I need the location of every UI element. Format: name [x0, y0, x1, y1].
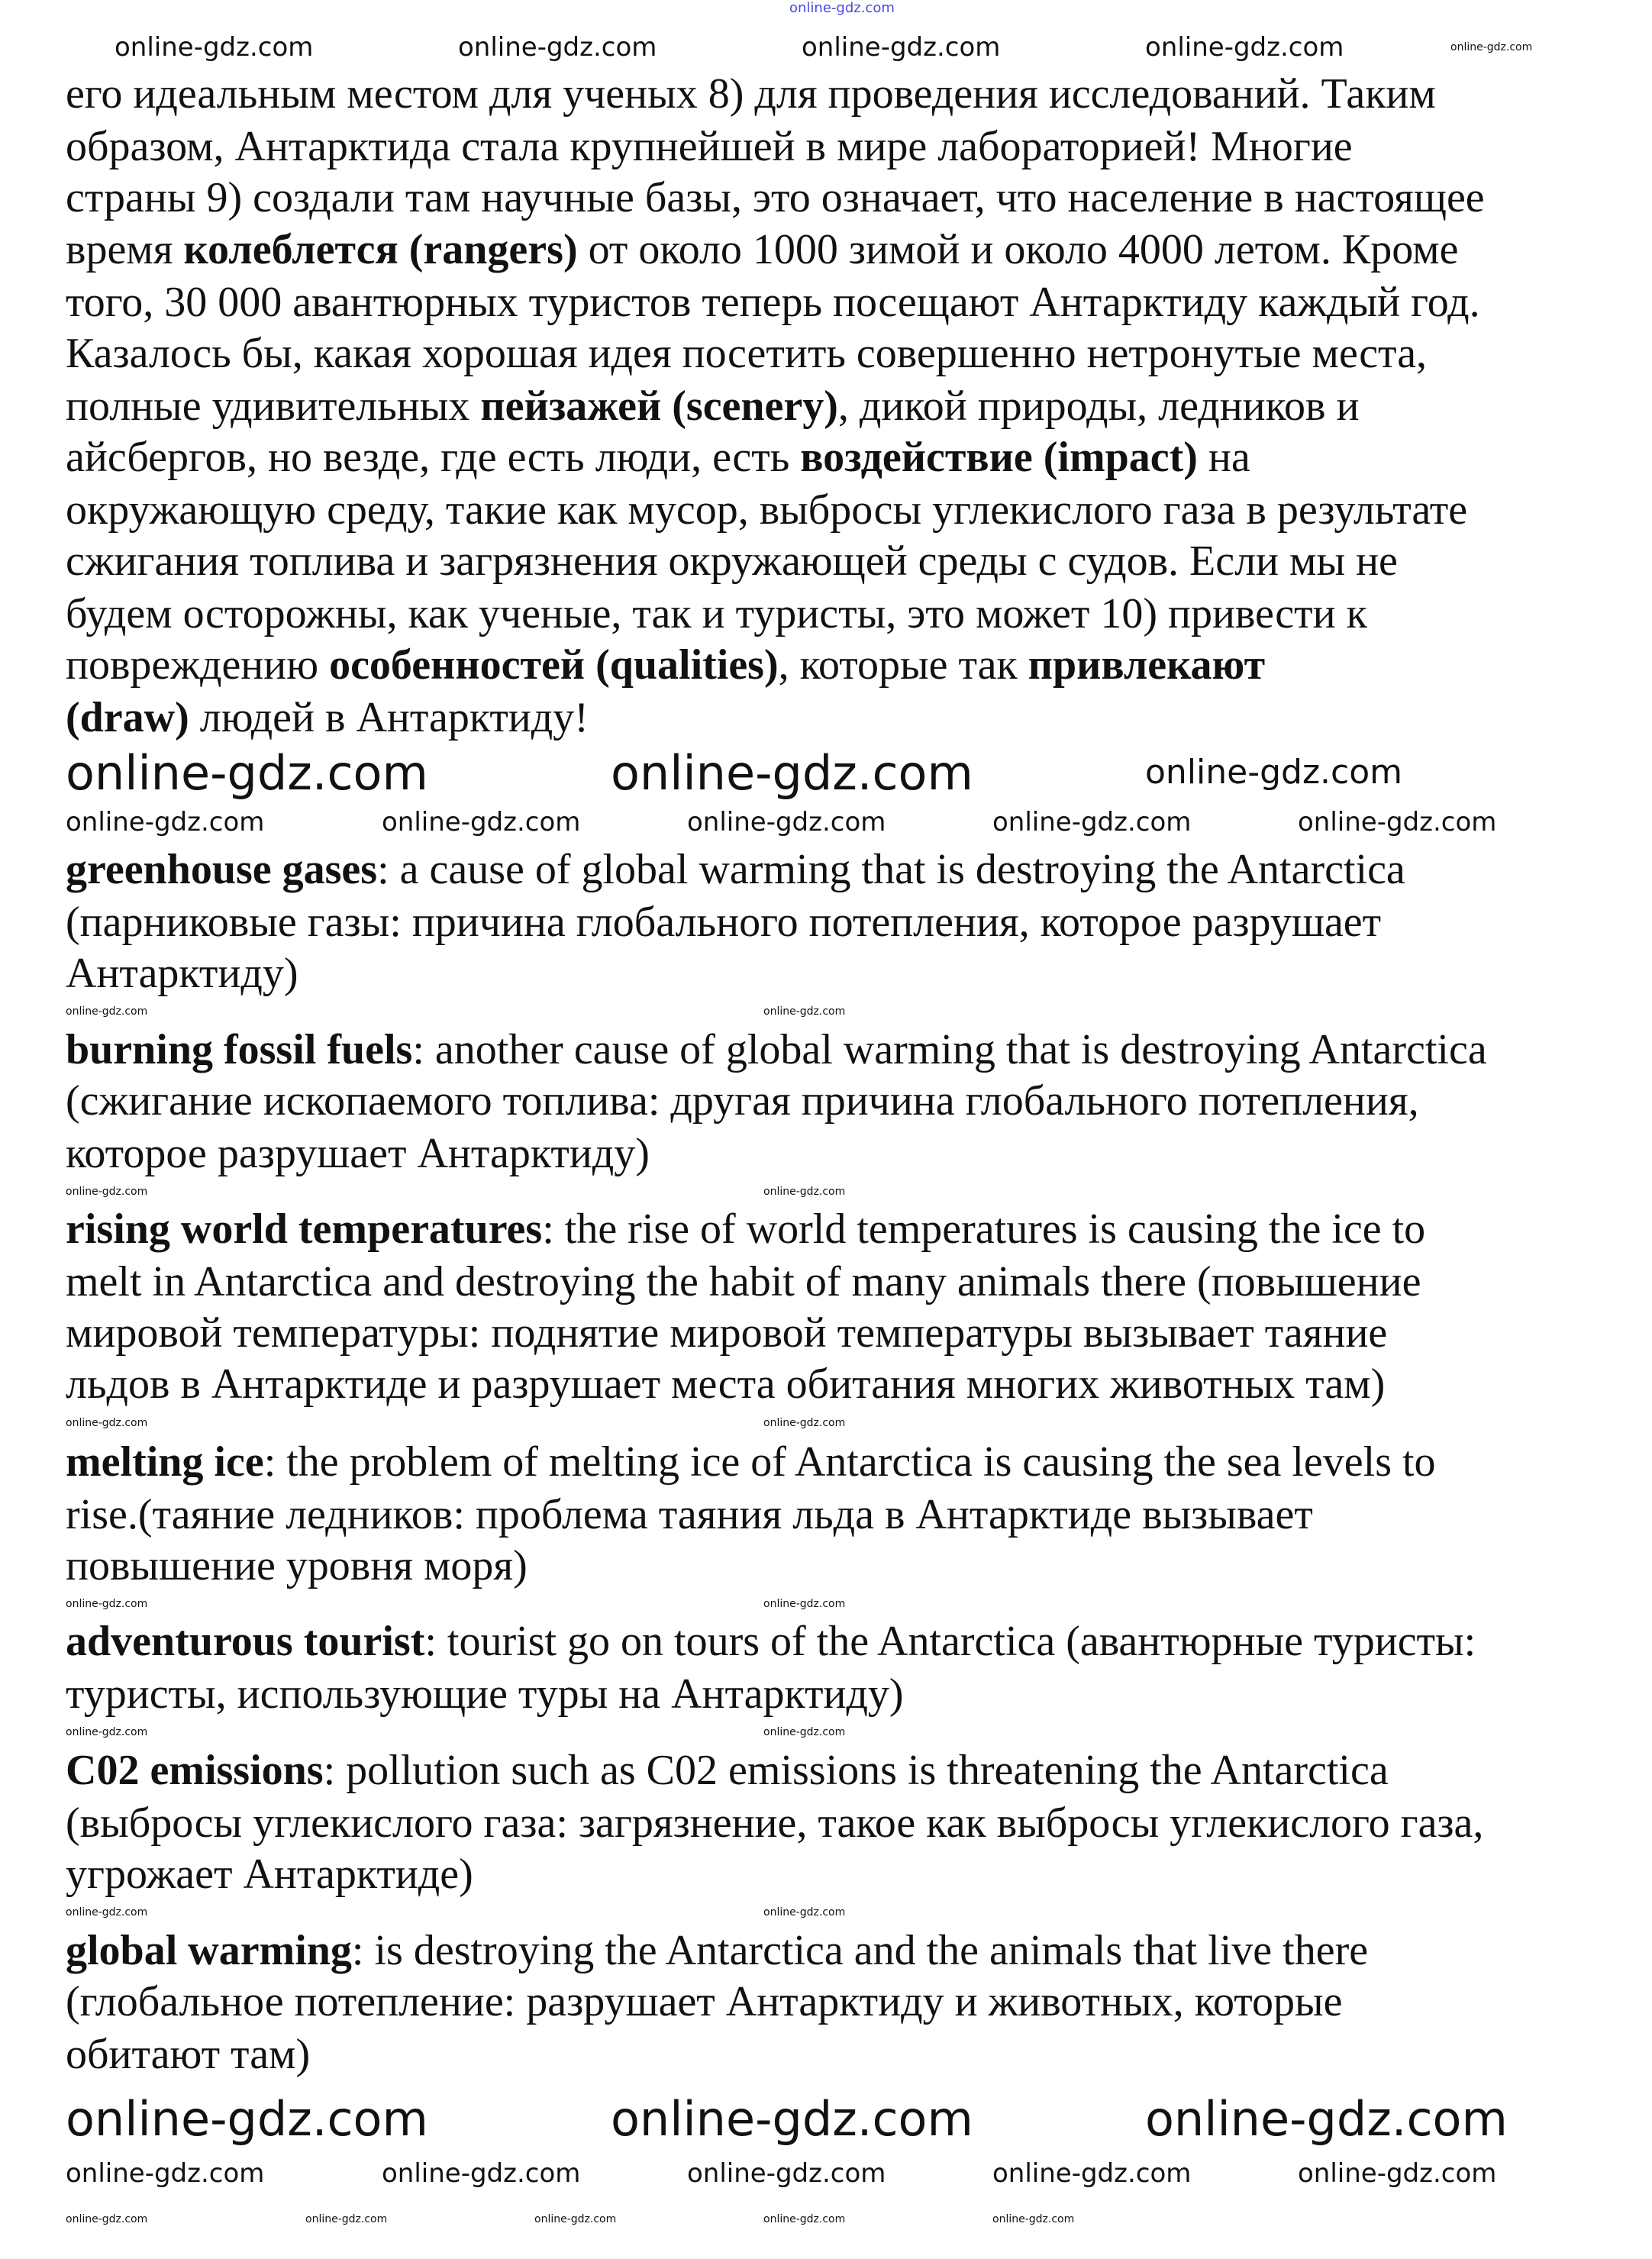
paragraph-line — [66, 641, 1265, 689]
text-segment: на — [1197, 434, 1250, 481]
text-segment: (глобальное потепление: разрушает Антарктиду и животных, которые — [66, 1978, 1343, 2025]
text-segment: того, 30 000 авантюрных туристов теперь посещают Антарктиду каждый год. — [66, 279, 1480, 326]
glossary-line — [66, 1746, 1389, 1795]
paragraph-line — [66, 433, 1250, 482]
text-segment: повреждению — [66, 641, 330, 689]
text-segment: туристы, использующие туры на Антарктиду) — [66, 1670, 904, 1718]
text-segment: повышение уровня моря) — [66, 1542, 528, 1589]
glossary-line — [66, 1541, 528, 1590]
bold-term: greenhouse gases — [66, 846, 378, 893]
text-segment: : another cause of global warming that is destroying Antarctica — [412, 1026, 1487, 1073]
text-segment: полные удивительных — [66, 382, 481, 430]
text-segment: (парниковые газы: причина глобального потепления, которое разрушает — [66, 899, 1382, 946]
watermark-text: online-gdz.com — [305, 2213, 388, 2225]
watermark-text: online-gdz.com — [763, 1186, 846, 1198]
text-segment: угрожает Антарктиде) — [66, 1851, 473, 1898]
glossary-line — [66, 1205, 1425, 1254]
bold-term: global warming — [66, 1927, 352, 1974]
watermark-text: online-gdz.com — [66, 745, 428, 801]
watermark-text: online-gdz.com — [534, 2213, 617, 2225]
watermark-text: online-gdz.com — [458, 32, 657, 63]
text-segment: melt in Antarctica and destroying the habit of many animals there (повышение — [66, 1258, 1421, 1305]
text-segment: (сжигание ископаемого топлива: другая причина глобального потепления, — [66, 1077, 1419, 1125]
bold-term: melting ice — [66, 1438, 264, 1486]
watermark-text: online-gdz.com — [763, 2213, 846, 2225]
bold-term: особенностей (qualities) — [329, 641, 779, 689]
bold-term: C02 emissions — [66, 1747, 324, 1794]
watermark-text: online-gdz.com — [66, 1005, 148, 1018]
watermark-text: online-gdz.com — [763, 1417, 846, 1429]
glossary-line — [66, 1360, 1385, 1409]
watermark-text: online-gdz.com — [66, 2158, 265, 2189]
watermark-text: online-gdz.com — [1298, 807, 1497, 837]
watermark-text: online-gdz.com — [763, 1906, 846, 1919]
glossary-line — [66, 1309, 1387, 1357]
glossary-line — [66, 1850, 473, 1899]
text-segment: время — [66, 226, 184, 273]
watermark-text: online-gdz.com — [763, 1598, 846, 1610]
text-segment: (выбросы углекислого газа: загрязнение, такое как выбросы углекислого газа, — [66, 1799, 1484, 1847]
glossary-line — [66, 2030, 310, 2079]
watermark-text: online-gdz.com — [66, 1186, 148, 1198]
text-segment: которое разрушает Антарктиду) — [66, 1130, 650, 1177]
paragraph-line — [66, 329, 1427, 378]
text-segment: страны 9) создали там научные базы, это означает, что население в настоящее — [66, 174, 1485, 221]
text-segment: льдов в Антарктиде и разрушает места обитания многих животных там) — [66, 1360, 1386, 1408]
watermark-text: online-gdz.com — [1450, 41, 1533, 53]
text-segment: будем осторожны, как ученые, так и туристы, это может 10) привести к — [66, 590, 1367, 637]
bold-term: привлекают — [1028, 641, 1266, 689]
watermark-text: online-gdz.com — [66, 1417, 148, 1429]
paragraph-line — [66, 122, 1353, 171]
watermark-text: online-gdz.com — [66, 1598, 148, 1610]
glossary-line — [66, 1670, 904, 1718]
text-segment: мировой температуры: поднятие мировой температуры вызывает таяние — [66, 1309, 1388, 1357]
text-segment: : is destroying the Antarctica and the animals that live there — [351, 1927, 1369, 1974]
text-segment: , дикой природы, ледников и — [837, 382, 1360, 430]
bold-term: rising world temperatures — [66, 1205, 543, 1253]
glossary-line — [66, 1799, 1483, 1848]
watermark-text: online-gdz.com — [611, 745, 973, 801]
text-segment: rise.(таяние ледников: проблема таяния льда в Антарктиде вызывает — [66, 1491, 1313, 1538]
glossary-line — [66, 1129, 650, 1178]
bold-term: колеблется (rangers) — [183, 226, 578, 273]
glossary-line — [66, 1926, 1368, 1975]
glossary-line — [66, 1438, 1436, 1486]
text-segment: Казалось бы, какая хорошая идея посетить совершенно нетронутые места, — [66, 330, 1428, 377]
glossary-line — [66, 898, 1381, 947]
glossary-line — [66, 1977, 1342, 2026]
paragraph-line — [66, 69, 1436, 118]
watermark-text: online-gdz.com — [382, 2158, 581, 2189]
bold-term: adventurous tourist — [66, 1618, 425, 1665]
watermark-text: online-gdz.com — [1298, 2158, 1497, 2189]
text-segment: Антарктиду) — [66, 950, 298, 997]
text-segment: людей в Антарктиду! — [189, 694, 589, 741]
watermark-text: online-gdz.com — [1145, 2091, 1508, 2147]
paragraph-line — [66, 382, 1359, 431]
glossary-line — [66, 1617, 1476, 1666]
text-segment: окружающую среду, такие как мусор, выбросы углекислого газа в результате — [66, 486, 1468, 534]
text-segment: : the problem of melting ice of Antarctica is causing the sea levels to — [263, 1438, 1436, 1486]
watermark-text: online-gdz.com — [66, 1906, 148, 1919]
glossary-line — [66, 845, 1405, 894]
watermark-text: online-gdz.com — [1145, 32, 1344, 63]
watermark-text: online-gdz.com — [66, 2213, 148, 2225]
watermark-text: online-gdz.com — [992, 807, 1192, 837]
watermark-text: online-gdz.com — [687, 2158, 886, 2189]
glossary-line — [66, 1025, 1487, 1074]
watermark-text: online-gdz.com — [66, 2091, 428, 2147]
text-segment: сжигания топлива и загрязнения окружающей среды с судов. Если мы не — [66, 537, 1398, 585]
watermark-text: online-gdz.com — [66, 1726, 148, 1738]
paragraph-line — [66, 225, 1458, 274]
watermark-text: online-gdz.com — [763, 1726, 846, 1738]
watermark-text: online-gdz.com — [789, 0, 895, 16]
watermark-text: online-gdz.com — [802, 32, 1001, 63]
text-segment: образом, Антарктида стала крупнейшей в мире лабораторией! Многие — [66, 123, 1353, 170]
text-segment: : the rise of world temperatures is causing the ice to — [542, 1205, 1426, 1253]
watermark-text: online-gdz.com — [992, 2158, 1192, 2189]
paragraph-line — [66, 589, 1367, 638]
watermark-text: online-gdz.com — [611, 2091, 973, 2147]
glossary-line — [66, 1490, 1313, 1539]
text-segment: обитают там) — [66, 2031, 311, 2078]
paragraph-line — [66, 278, 1480, 327]
paragraph-line — [66, 486, 1467, 534]
watermark-text: online-gdz.com — [115, 32, 314, 63]
paragraph-line — [66, 173, 1485, 222]
watermark-text: online-gdz.com — [687, 807, 886, 837]
text-segment: его идеальным местом для ученых 8) для проведения исследований. Таким — [66, 70, 1436, 118]
watermark-text: online-gdz.com — [382, 807, 581, 837]
text-segment: айсбергов, но везде, где есть люди, есть — [66, 434, 801, 481]
watermark-text: online-gdz.com — [763, 1005, 846, 1018]
text-segment: от около 1000 зимой и около 4000 летом. Кроме — [577, 226, 1459, 273]
glossary-line — [66, 1076, 1419, 1125]
bold-term: пейзажей (scenery) — [480, 382, 838, 430]
text-segment: : tourist go on tours of the Antarctica (авантюрные туристы: — [424, 1618, 1476, 1665]
bold-term: (draw) — [66, 694, 189, 741]
watermark-text: online-gdz.com — [992, 2213, 1075, 2225]
glossary-line — [66, 949, 298, 998]
text-segment: : pollution such as C02 emissions is threatening the Antarctica — [323, 1747, 1389, 1794]
bold-term: burning fossil fuels — [66, 1026, 413, 1073]
paragraph-line — [66, 693, 589, 742]
text-segment: : a cause of global warming that is destroying the Antarctica — [377, 846, 1405, 893]
watermark-text: online-gdz.com — [1145, 753, 1403, 792]
watermark-text: online-gdz.com — [66, 807, 265, 837]
text-segment: , которые так — [778, 641, 1028, 689]
bold-term: воздействие (impact) — [800, 434, 1198, 481]
glossary-line — [66, 1257, 1421, 1306]
paragraph-line — [66, 537, 1398, 586]
